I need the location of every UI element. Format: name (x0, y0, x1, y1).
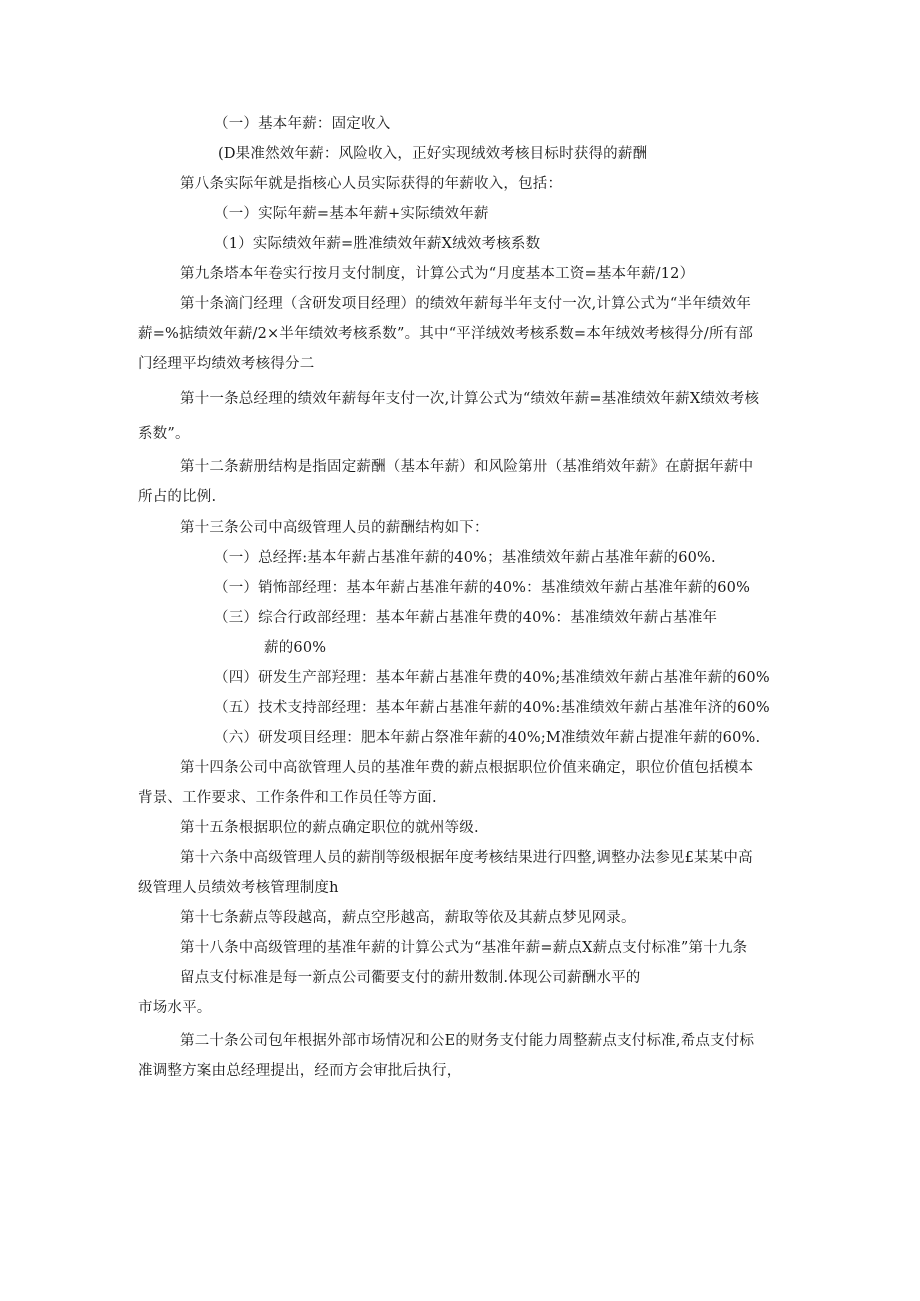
text-line: （一）销怖部经理：基本年薪占基准年薪的40%：基准绩效年薪占基准年薪的60% (214, 580, 751, 596)
text-line: (D果准然效年薪：风险收入，正好实现绒效考核目标时获得的薪酬 (218, 146, 648, 162)
text-line: （四）研发生产部羟理：基本年薪占基准年费的40%;基准绩效年薪占基准年薪的60% (214, 670, 770, 686)
text-line: （五）技术支持部经理：基本年薪占基准年薪的40%:基准绩效年薪占基准年济的60% (214, 700, 770, 716)
text-line: 第十一条总经理的绩效年薪每年支付一次,计算公式为“绩效年薪=基准绩效年薪X绩效考核 (180, 391, 760, 407)
text-line: 市场水平。 (138, 1000, 212, 1016)
text-line: 级管理人员绩效考核管理制度h (138, 880, 339, 896)
text-line: 第八条实际年就是指核心人员实际获得的年薪收入，包括： (180, 176, 563, 192)
text-line: 第十七条薪点等段越高，薪点空彤越高，薪取等依及其薪点梦见网录。 (180, 910, 636, 926)
text-line: 留点支付标准是每一新点公司衢要支付的薪卅数制.体现公司薪酬水平的 (180, 970, 641, 986)
text-line: 薪的60% (264, 640, 327, 656)
text-line: （1）实际绩效年薪=胜准绩效年薪X绒效考核系数 (214, 236, 541, 252)
text-line: 第十三条公司中高级管理人员的薪酬结构如下： (180, 520, 489, 536)
text-line: 门经理平均绩效考核得分二 (138, 356, 315, 372)
text-line: 第十条滴门经理（含研发项目经理）的绩效年薪每半年支付一次,计算公式为“半年绩效年 (180, 296, 752, 312)
text-line: 背景、工作要求、工作条件和工作员任等方面. (138, 790, 437, 806)
text-line: （一）实际年薪=基本年薪+实际绩效年薪 (214, 206, 489, 222)
text-line: 第十六条中高级管理人员的薪削等级根据年度考核结果进行四整,调整办法参见£某某中高 (180, 850, 753, 866)
text-line: 第二十条公司包年根据外部市场情况和公E的财务支付能力周整薪点支付标准,希点支付标 (180, 1033, 755, 1049)
text-line: 第九条塔本年卷实行按月支付制度，计算公式为“月度基本工资=基本年薪/12） (180, 266, 695, 282)
text-line: （一）总经挥:基本年薪占基准年薪的40%；基准绩效年薪占基准年薪的60%. (214, 550, 716, 566)
text-line: 薪=%掂绩效年薪/2×半年绩效考核系数”。其中“平洋绒效考核系数=本年绒效考核得分/所有部 (138, 326, 754, 342)
text-line: 第十五条根据职位的薪点确定职位的就州等级. (180, 820, 479, 836)
text-line: （三）综合行政部经理：基本年薪占基准年费的40%：基准绩效年薪占基准年 (214, 610, 718, 626)
text-line: 第十二条薪册结构是指固定薪酬（基本年薪）和风险第卅（基准绡效年薪》在蔚据年薪中 (180, 459, 754, 475)
text-line: （六）研发项目经理：肥本年薪占祭准年薪的40%;M准绩效年薪占提准年薪的60%. (214, 730, 761, 746)
text-line: 系数”。 (138, 426, 190, 442)
text-line: 所占的比例. (138, 489, 217, 505)
text-line: 第十八条中高级管理的基准年薪的计算公式为“基准年薪=薪点X薪点支付标准”第十九条 (180, 940, 748, 956)
text-line: （一）基本年薪：固定收入 (214, 116, 391, 132)
text-line: 第十四条公司中高欲管理人员的基准年费的薪点根据职位价值来确定，职位价值包括模本 (180, 760, 754, 776)
text-line: 准调整方案由总经理提出，经而方会审批后执行， (138, 1063, 462, 1079)
